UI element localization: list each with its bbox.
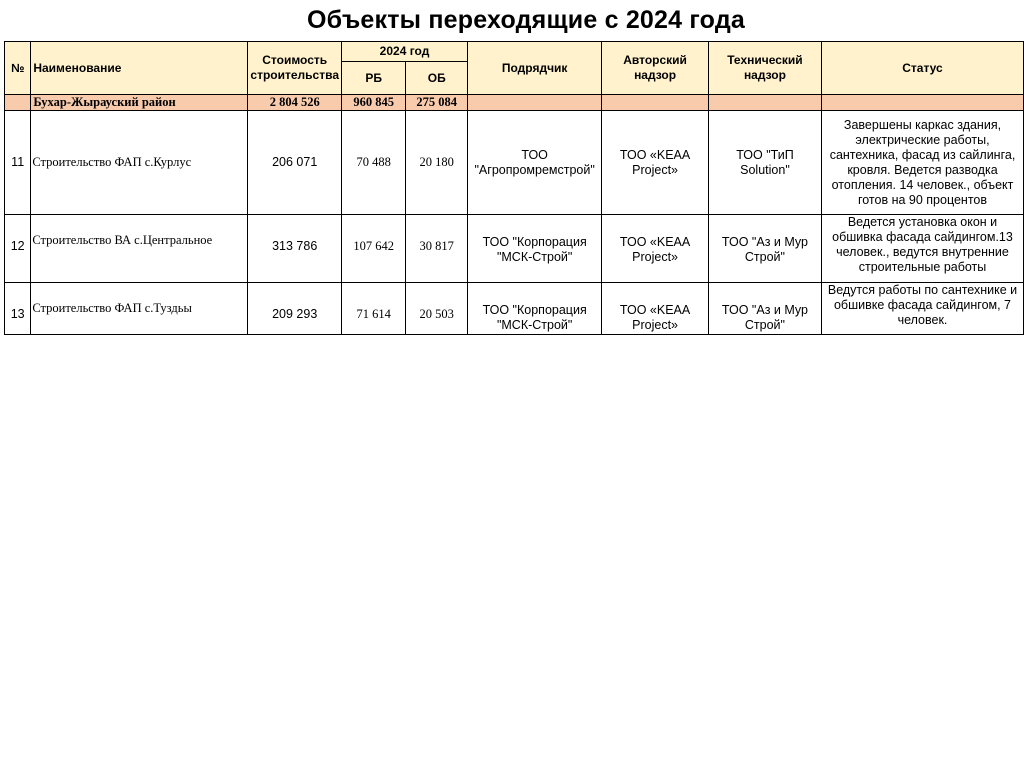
row-tech: ТОО "Аз и Мур Строй" — [708, 283, 821, 335]
col-author-header: Авторский надзор — [602, 42, 709, 95]
row-name: Строительство ВА с.Центральное — [31, 215, 248, 283]
row-contractor: ТОО "Корпорация "МСК-Строй" — [468, 283, 602, 335]
page-title: Объекты переходящие с 2024 года — [307, 6, 745, 34]
row-author: ТОО «KEAA Project» — [602, 283, 709, 335]
table-row — [5, 111, 1024, 215]
objects-table — [4, 41, 1024, 335]
row-author: ТОО «KEAA Project» — [602, 215, 709, 283]
row-cost: 313 786 — [248, 215, 342, 283]
row-no: 13 — [5, 283, 31, 335]
col-cost-header: Стоимость строительства — [248, 42, 342, 95]
row-cost: 206 071 — [248, 111, 342, 215]
row-name: Строительство ФАП с.Курлус — [31, 111, 248, 215]
col-no-header: № — [5, 42, 31, 95]
district-rb: 960 845 — [341, 95, 405, 111]
row-contractor: ТОО "Агропромремстрой" — [468, 111, 602, 215]
col-rb-header: РБ — [341, 62, 405, 95]
row-author: ТОО «KEAA Project» — [602, 111, 709, 215]
col-ob-header: ОБ — [406, 62, 468, 95]
district-ob: 275 084 — [406, 95, 468, 111]
row-no: 12 — [5, 215, 31, 283]
row-rb: 70 488 — [341, 111, 405, 215]
row-ob: 20 503 — [406, 283, 468, 335]
row-status: Завершены каркас здания, электрические работы, сантехника, фасад из сайлинга, кровля. Ведется разводка отопления. 14 человек., объект готов на 90 процентов — [822, 111, 1024, 215]
col-name-header: Наименование — [31, 42, 248, 95]
row-name: Строительство ФАП с.Туздьы — [31, 283, 248, 335]
col-status-header: Статус — [822, 42, 1024, 95]
table-row — [5, 215, 1024, 283]
row-ob: 30 817 — [406, 215, 468, 283]
col-year-header: 2024 год — [341, 42, 467, 62]
district-cost: 2 804 526 — [248, 95, 342, 111]
district-row — [5, 95, 1024, 111]
table-row — [5, 283, 1024, 335]
col-contractor-header: Подрядчик — [468, 42, 602, 95]
row-status: Ведется установка окон и обшивка фасада сайдингом.13 человек., ведутся внутренние строительные работы — [822, 215, 1024, 283]
row-no: 11 — [5, 111, 31, 215]
district-name: Бухар-Жырауский район — [31, 95, 248, 111]
row-rb: 107 642 — [341, 215, 405, 283]
row-status: Ведутся работы по сантехнике и обшивке фасада сайдингом, 7 человек. — [822, 283, 1024, 335]
row-tech: ТОО "Аз и Мур Строй" — [708, 215, 821, 283]
row-ob: 20 180 — [406, 111, 468, 215]
row-contractor: ТОО "Корпорация "МСК-Строй" — [468, 215, 602, 283]
col-tech-header: Технический надзор — [708, 42, 821, 95]
row-cost: 209 293 — [248, 283, 342, 335]
row-rb: 71 614 — [341, 283, 405, 335]
header-row — [5, 42, 1024, 62]
row-tech: ТОО "ТиП Solution" — [708, 111, 821, 215]
